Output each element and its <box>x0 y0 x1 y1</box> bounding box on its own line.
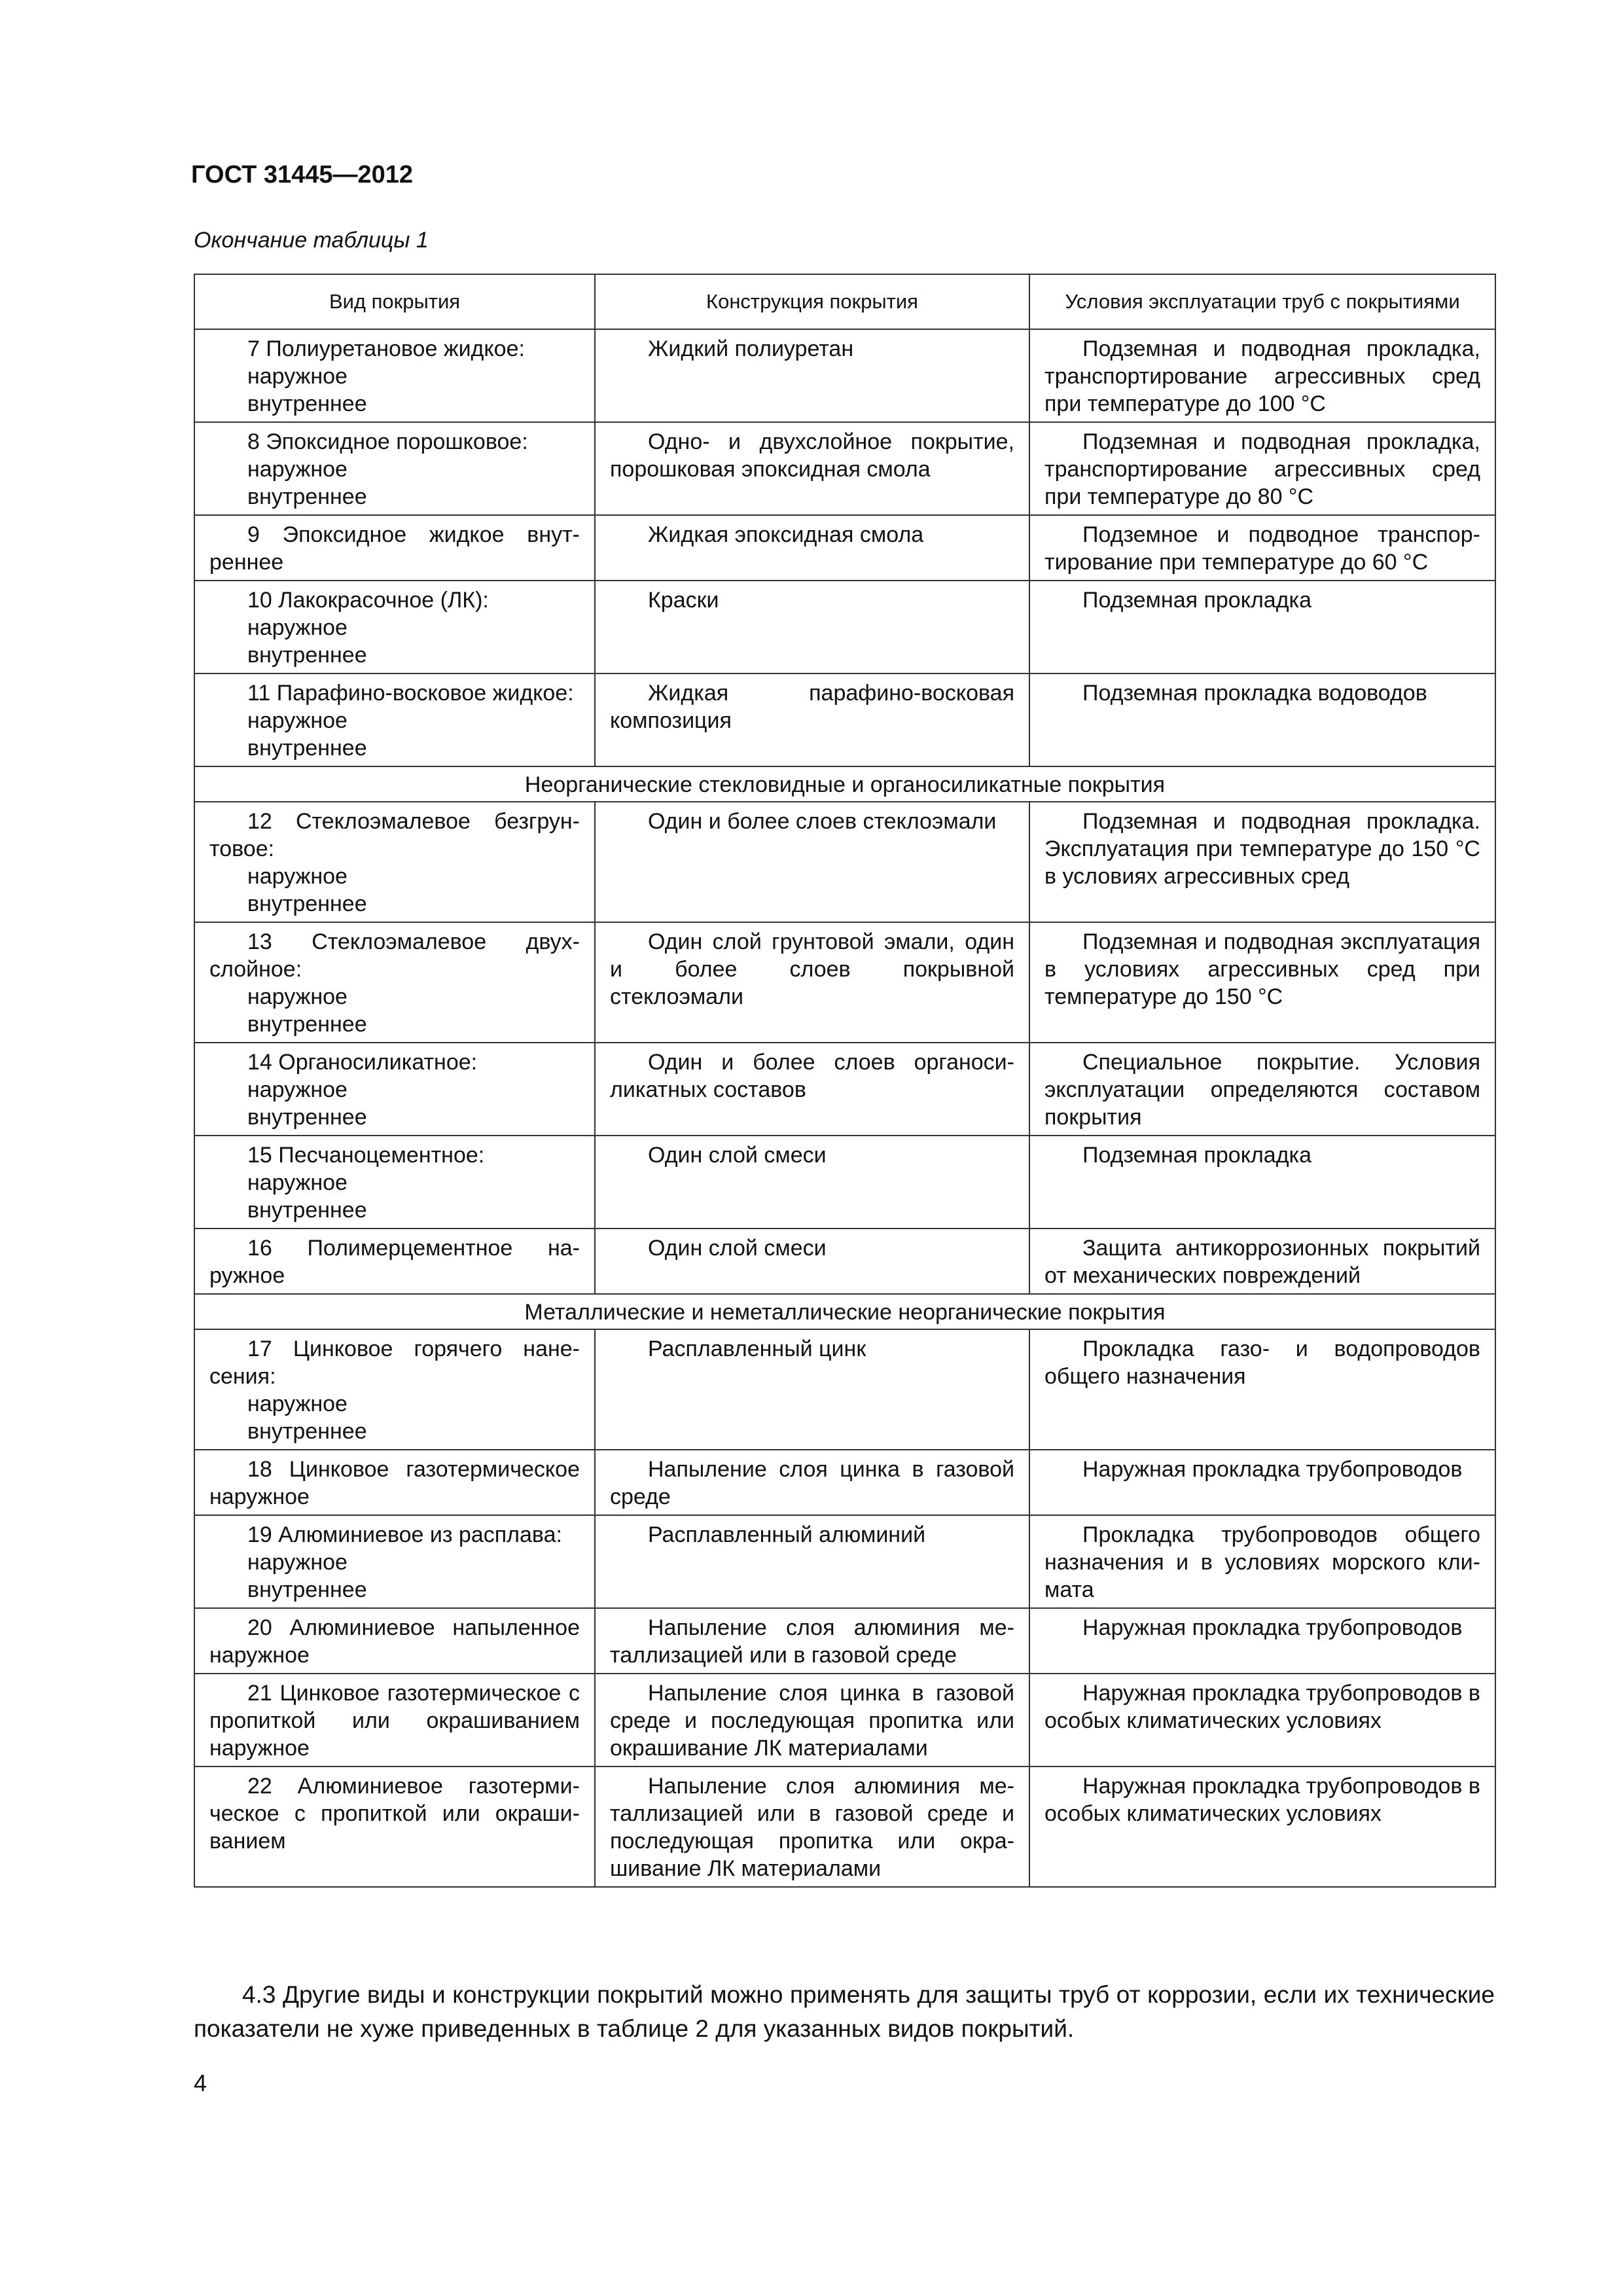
coating-type-cell <box>194 1229 595 1294</box>
page-number: 4 <box>194 2070 207 2096</box>
table-row <box>194 1515 1495 1608</box>
column-header-operating-conditions: Условия эксплуатации труб с покрытиями <box>1029 274 1495 329</box>
operating-conditions-cell <box>1029 802 1495 922</box>
coating-type-cell <box>194 422 595 515</box>
operating-conditions-text: Прокладка газо- и водопроводов общего назначения <box>1044 1336 1480 1389</box>
table-row <box>194 422 1495 515</box>
column-header-coating-construction: Конструкция покрытия <box>595 274 1029 329</box>
coating-surface-label: внутреннее <box>247 643 367 668</box>
coating-construction-text: Один слой грунтовой эмали, один и более слоев покрывной стеклоэмали <box>610 929 1014 1009</box>
table-row <box>194 1767 1495 1887</box>
coating-surface-label: наружное <box>247 1077 348 1102</box>
coating-construction-text: Жидкая парафино-восковая композиция <box>610 681 1014 733</box>
coating-type-name: 22 Алюминиевое газотермическое с пропиткой или окрашиванием <box>209 1774 580 1854</box>
coating-construction-cell <box>595 1515 1029 1608</box>
operating-conditions-text: Подземная прокладка водоводов <box>1082 681 1427 706</box>
operating-conditions-text: Подземная и подводная эксплуатация в условиях агрессивных сред при температуре до 150 °С <box>1044 929 1480 1009</box>
coatings-table <box>194 274 1496 1888</box>
coating-type-cell <box>194 673 595 766</box>
operating-conditions-cell <box>1029 581 1495 673</box>
operating-conditions-text: Подземная и подводная прокладка, транспортирование агрессивных сред при температуре до 80 °С <box>1044 429 1480 509</box>
coating-type-name: 13 Стеклоэмалевое двухслойное: <box>209 929 580 982</box>
table-row <box>194 1043 1495 1136</box>
operating-conditions-text: Подземное и подводное транспортирование при температуре до 60 °С <box>1044 522 1480 575</box>
coating-surface-label: внутреннее <box>247 1577 367 1602</box>
coating-construction-cell <box>595 1043 1029 1136</box>
operating-conditions-cell <box>1029 1043 1495 1136</box>
coating-type-cell <box>194 1767 595 1887</box>
operating-conditions-cell <box>1029 1674 1495 1767</box>
table-row <box>194 802 1495 922</box>
coating-construction-cell <box>595 1608 1029 1674</box>
coating-surface-label: наружное <box>247 1550 348 1575</box>
coating-construction-text: Жидкий полиуретан <box>648 336 854 361</box>
table-body <box>194 329 1495 1887</box>
coating-type-name: 20 Алюминиевое напыленное наружное <box>209 1615 580 1668</box>
coating-construction-cell <box>595 329 1029 422</box>
coating-type-name: 7 Полиуретановое жидкое: <box>247 336 525 361</box>
coating-surface-label: внутреннее <box>247 1012 367 1037</box>
coating-construction-cell <box>595 1229 1029 1294</box>
coating-construction-text: Краски <box>648 588 719 613</box>
coating-type-name: 17 Цинковое горячего нанесения: <box>209 1336 580 1389</box>
coating-construction-cell <box>595 422 1029 515</box>
coating-type-name: 21 Цинковое газотермическое с пропиткой или окрашиванием наружное <box>209 1681 580 1761</box>
coating-surface-label: внутреннее <box>247 736 367 761</box>
table-row <box>194 581 1495 673</box>
coating-construction-cell <box>595 1450 1029 1515</box>
coating-surface-label: внутреннее <box>247 1419 367 1444</box>
operating-conditions-cell <box>1029 673 1495 766</box>
table-row <box>194 1136 1495 1229</box>
coating-type-name: 8 Эпоксидное порошковое: <box>247 429 528 454</box>
table-row <box>194 673 1495 766</box>
operating-conditions-cell <box>1029 422 1495 515</box>
coating-construction-text: Один слой смеси <box>648 1236 827 1261</box>
coating-construction-cell <box>595 515 1029 581</box>
coating-type-name: 18 Цинковое газотермическое наружное <box>209 1457 580 1509</box>
coating-construction-cell <box>595 1767 1029 1887</box>
table-row <box>194 1608 1495 1674</box>
operating-conditions-cell <box>1029 1767 1495 1887</box>
coating-type-name: 9 Эпоксидное жидкое внутреннее <box>209 522 580 575</box>
coating-type-cell <box>194 581 595 673</box>
table-row <box>194 515 1495 581</box>
operating-conditions-cell <box>1029 329 1495 422</box>
operating-conditions-cell <box>1029 922 1495 1043</box>
coating-construction-text: Расплавленный алюминий <box>648 1522 926 1547</box>
coating-type-name: 19 Алюминиевое из расплава: <box>247 1522 562 1547</box>
section-title: Неорганические стекловидные и органосиликатные покрытия <box>194 766 1495 802</box>
coating-type-cell <box>194 802 595 922</box>
coating-surface-label: внутреннее <box>247 891 367 916</box>
coating-type-name: 15 Песчаноцементное: <box>247 1143 485 1168</box>
table-section-row <box>194 766 1495 802</box>
coating-type-name: 16 Полимерцементное наружное <box>209 1236 580 1288</box>
coating-surface-label: наружное <box>247 457 348 482</box>
operating-conditions-cell <box>1029 1136 1495 1229</box>
operating-conditions-text: Наружная прокладка трубопроводов в особых климатических условиях <box>1044 1774 1480 1826</box>
document-header: ГОСТ 31445—2012 <box>191 161 414 188</box>
operating-conditions-text: Подземная прокладка <box>1082 588 1312 613</box>
operating-conditions-text: Наружная прокладка трубопроводов <box>1082 1615 1463 1640</box>
operating-conditions-text: Подземная и подводная прокладка, транспортирование агрессивных сред при температуре до 100 °С <box>1044 336 1480 416</box>
table-row <box>194 1229 1495 1294</box>
table-row <box>194 922 1495 1043</box>
coating-type-cell <box>194 922 595 1043</box>
table-row <box>194 1450 1495 1515</box>
operating-conditions-text: Защита антикоррозионных покрытий от механических повреждений <box>1044 1236 1480 1288</box>
operating-conditions-cell <box>1029 1608 1495 1674</box>
coating-surface-label: внутреннее <box>247 484 367 509</box>
coating-surface-label: внутреннее <box>247 1105 367 1130</box>
operating-conditions-text: Специальное покрытие. Условия эксплуатации определяются составом покрытия <box>1044 1050 1480 1130</box>
coating-construction-text: Напыление слоя алюминия металлизацией или в газовой среде <box>610 1615 1014 1668</box>
operating-conditions-cell <box>1029 515 1495 581</box>
coating-type-cell <box>194 1329 595 1450</box>
coating-surface-label: внутреннее <box>247 1198 367 1223</box>
operating-conditions-text: Прокладка трубопроводов общего назначения и в условиях морского климата <box>1044 1522 1480 1602</box>
operating-conditions-cell <box>1029 1229 1495 1294</box>
table-section-row <box>194 1294 1495 1329</box>
table-header-row <box>194 274 1495 329</box>
operating-conditions-cell <box>1029 1450 1495 1515</box>
coating-construction-cell <box>595 1136 1029 1229</box>
coating-type-cell <box>194 1043 595 1136</box>
operating-conditions-text: Подземная прокладка <box>1082 1143 1312 1168</box>
table-row <box>194 1329 1495 1450</box>
coating-surface-label: наружное <box>247 615 348 640</box>
coating-construction-text: Одно- и двухслойное покрытие, порошковая эпоксидная смола <box>610 429 1014 482</box>
table-caption: Окончание таблицы 1 <box>194 228 429 253</box>
coating-type-cell <box>194 1515 595 1608</box>
table-row <box>194 329 1495 422</box>
coating-construction-text: Напыление слоя цинка в газовой среде <box>610 1457 1014 1509</box>
operating-conditions-text: Наружная прокладка трубопроводов в особых климатических условиях <box>1044 1681 1480 1733</box>
coating-type-name: 12 Стеклоэмалевое безгрунтовое: <box>209 809 580 861</box>
coating-construction-text: Напыление слоя цинка в газовой среде и последующая пропитка или окрашивание ЛК материалами <box>610 1681 1014 1761</box>
coating-construction-cell <box>595 673 1029 766</box>
coating-construction-text: Расплавленный цинк <box>648 1336 866 1361</box>
coating-surface-label: наружное <box>247 1170 348 1195</box>
operating-conditions-text: Наружная прокладка трубопроводов <box>1082 1457 1463 1482</box>
coating-construction-text: Один и более слоев органосиликатных составов <box>610 1050 1014 1102</box>
column-header-coating-type: Вид покрытия <box>194 274 595 329</box>
coating-construction-cell <box>595 1674 1029 1767</box>
coating-construction-text: Один и более слоев стеклоэмали <box>648 809 997 834</box>
body-paragraph: 4.3 Другие виды и конструкции покрытий можно применять для защиты труб от коррозии, если их технические показатели не хуже приведенных в таблице 2 для указанных видов покрытий. <box>194 1981 1495 2042</box>
coating-type-cell <box>194 1674 595 1767</box>
operating-conditions-cell <box>1029 1515 1495 1608</box>
coating-type-cell <box>194 515 595 581</box>
coating-type-name: 10 Лакокрасочное (ЛК): <box>247 588 489 613</box>
coating-construction-cell <box>595 581 1029 673</box>
section-title: Металлические и неметаллические неорганические покрытия <box>194 1294 1495 1329</box>
coating-type-cell <box>194 1136 595 1229</box>
coating-type-name: 11 Парафино-восковое жидкое: <box>247 681 574 706</box>
table-row <box>194 1674 1495 1767</box>
operating-conditions-text: Подземная и подводная прокладка. Эксплуатация при температуре до 150 °С в условиях агрессивных сред <box>1044 809 1480 889</box>
coating-construction-text: Жидкая эпоксидная смола <box>648 522 924 547</box>
coating-surface-label: наружное <box>247 364 348 389</box>
coating-type-name: 14 Органосиликатное: <box>247 1050 478 1075</box>
coating-type-cell <box>194 329 595 422</box>
coating-surface-label: наружное <box>247 984 348 1009</box>
coating-surface-label: наружное <box>247 708 348 733</box>
coating-construction-cell <box>595 1329 1029 1450</box>
coating-construction-cell <box>595 922 1029 1043</box>
coating-surface-label: наружное <box>247 1391 348 1416</box>
coating-construction-text: Напыление слоя алюминия металлизацией или в газовой среде и последующая пропитка или окрашивание ЛК материалами <box>610 1774 1014 1881</box>
coating-type-cell <box>194 1608 595 1674</box>
operating-conditions-cell <box>1029 1329 1495 1450</box>
coating-surface-label: наружное <box>247 864 348 889</box>
coating-construction-cell <box>595 802 1029 922</box>
coating-surface-label: внутреннее <box>247 391 367 416</box>
coating-type-cell <box>194 1450 595 1515</box>
coating-construction-text: Один слой смеси <box>648 1143 827 1168</box>
